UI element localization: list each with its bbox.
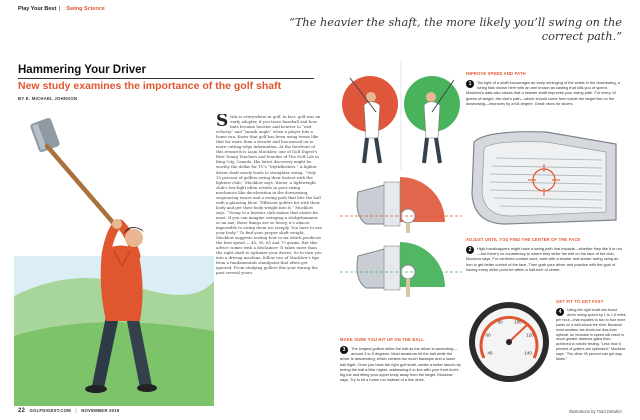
face-center-body: High-handicappers might have a swing path that impacts—whether they like it or not—but there's no consistency to where they strike the ball on the face of the club, Mucklow says. For centered-contact work, start with a shorter and slower swing using an iron to get better control of the face. Then grab your driver and practice with the goal of having every strike point be within a half-inch of center. <box>466 246 622 272</box>
footer-site: GOLFDIGEST.COM <box>29 408 71 413</box>
swing-path-body: Too light of a shaft encourages an early unhinging of the wrists in the downswing, a swing flaw shown here with an arm known as casting that kills you of speed. Mucklow's data also shows that a heavier shaft improves your swing path. For every 10 grams of weight, the club's path—which should come from inside the target line on the downswing—improves by a full degree. Great news for slicers. <box>466 80 620 106</box>
bullet-3: 3 <box>340 346 348 354</box>
gauge-tick-label: 100 <box>514 319 522 325</box>
face-center-text <box>466 246 624 286</box>
clubface-illustration <box>466 124 626 234</box>
gauge-tick-label: 80 <box>497 319 503 325</box>
tee-height-caption-text: MAKE SURE YOU HIT UP ON THE BALL <box>340 337 425 342</box>
article-body-text: tick is everywhere in golf. In fact, golf was an early adopter, if you trace baseball and how bats became heavier and heavier to “exit velocity” and “smash angle” when a player hits a home run. Know that golf has been using terms like that for more than a decade and has moved on to more cutting-edge information. At the forefront of this research is Liam Mucklow, one of Golf Digest's Best Young Teachers and founder of The Golf Lab in King City, Canada. His latest discovery might be worthy the dollar for TV's “MythBusters.” A lighter driver shaft rarely leads to straighter swing. “Only 15 percent of golfers swing their fastest with the lightest club,” Mucklow says. Worse, a lightweight club's low-light often results in poor swing mechanics like deceleration in the downswing, sequencing issues and a swing path that hits the ball with a glancing blow. “Efficient golfers hit with their body and get their body weight into it,” Mucklow says. “Going to a heavier club makes that easier for most. If you can imagine swinging a sledgehammer or an axe, those things are so heavy, it's almost impossible to swing them too steeply. You have to use your body.” To find your proper shaft weight, Mucklow suggests testing four to six which produces the best speed — 45, 55, 65 and 75 grams. But this advice comes with a disclaimer: It takes more than the right shaft to optimize your drives. So to turn you into a driving machine, follow two of Mucklow's tips from a fundamentals standpoint that often get ignored. From studying golfers this year during the past several years. <box>216 114 322 276</box>
page-footer: 22 GOLFDIGEST.COM | NOVEMBER 2019 <box>18 408 120 414</box>
byline: BY E. MICHAEL JOHNSON <box>18 96 78 101</box>
title-rule <box>18 78 314 79</box>
article-subtitle: New study examines the importance of the golf shaft <box>18 80 282 92</box>
tee-height-diagram <box>340 172 462 332</box>
get-fit-body: Using the right shaft can boost driver swing speed by 1 to 1.5 miles per hour—that equates to two to four more yards on a well-struck tee shot. Because most amateur tee shots are less than optimal, an increase in speed will result in much greater distance gains than achieved in robotic testing. “Less than 5 percent of golfers are optimized,” Mucklow says. “The other 95 percent can get way faster.” <box>556 308 626 362</box>
speed-gauge-illustration <box>466 292 552 404</box>
pull-quote: “The heavier the shaft, the more likely you’ll swing on the correct path.” <box>289 16 622 43</box>
bullet-1: 1 <box>466 80 474 88</box>
golfer-with-sledgehammer-illustration <box>14 116 214 406</box>
article-body <box>216 114 322 399</box>
footer-date: NOVEMBER 2019 <box>81 408 120 413</box>
gauge-tick-label: 120 <box>526 332 534 338</box>
gauge-tick-label: 140 <box>524 350 532 356</box>
tee-height-caption <box>340 336 424 343</box>
illustration-credit: Illustrations by Todd Detwiler <box>568 409 622 414</box>
face-center-caption-text: ADJUST UNTIL YOU FIND THE CENTER OF THE FACE <box>466 237 581 242</box>
subsection-label: Swing Science <box>66 6 105 12</box>
gauge-tick-label: 60 <box>485 332 491 338</box>
get-fit-text <box>556 308 626 404</box>
drop-cap: S <box>216 114 229 131</box>
swing-path-caption <box>466 70 526 77</box>
swing-path-figures <box>340 60 462 170</box>
gauge-tick-label: 40 <box>487 350 493 356</box>
get-fit-caption-text: GET FIT TO GET FAST <box>556 299 604 304</box>
get-fit-caption <box>556 298 603 305</box>
header-divider <box>59 6 60 11</box>
section-label: Play Your Best <box>18 6 57 12</box>
swing-path-caption-text: IMPROVE SPEED AND PATH <box>466 71 526 76</box>
tee-height-text <box>340 346 462 404</box>
article-title: Hammering Your Driver <box>18 64 147 76</box>
page-number: 22 <box>18 408 26 414</box>
face-center-caption <box>466 236 580 243</box>
tee-height-body: The longest golfers strike the ball as the driver is ascending—around 3 to 5 degrees. Most amateurs hit the ball while the driver is descending, which creates too much backspin and a lower ball flight. Once you have the right golf shaft, create a better launch by teeing the ball a little higher, addressing it in line with your front foot's big toe and tilting your upper body away from the target, Mucklow says. Try to hit a home run instead of a line drive. <box>340 346 461 383</box>
bullet-4: 4 <box>556 308 564 316</box>
header <box>18 6 105 12</box>
bullet-2: 2 <box>466 246 474 254</box>
